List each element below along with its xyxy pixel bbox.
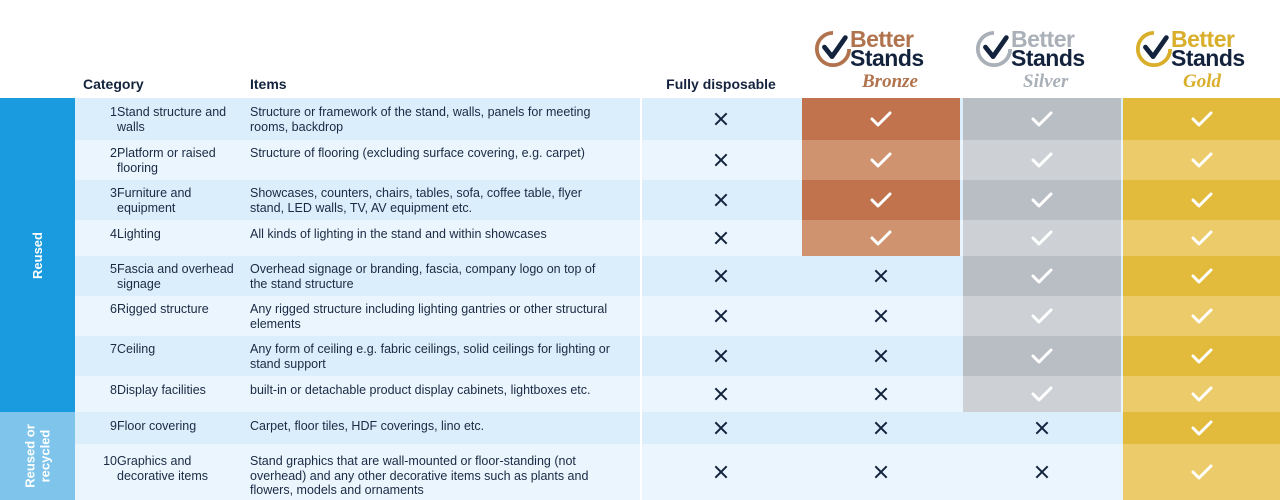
- check-icon: [1191, 463, 1213, 481]
- check-icon: [870, 151, 892, 169]
- table-row: [75, 336, 1280, 376]
- row-number: 8: [110, 383, 117, 397]
- cross-icon: [1035, 421, 1049, 435]
- cell-gold: [1123, 412, 1280, 444]
- row-items: Structure or framework of the stand, walls, panels for meeting rooms, backdrop: [250, 105, 591, 134]
- group-label-reused: [0, 98, 75, 412]
- cell-silver: [963, 98, 1121, 140]
- check-icon: [870, 110, 892, 128]
- cell-silver: [963, 444, 1121, 500]
- logo-word-better: Better: [1011, 26, 1075, 52]
- row-items: Overhead signage or branding, fascia, company logo on top of the stand structure: [250, 262, 596, 291]
- cross-icon: [874, 349, 888, 363]
- row-number: 2: [110, 146, 117, 160]
- check-icon: [1031, 347, 1053, 365]
- row-number: 10: [103, 454, 117, 468]
- table-row: [75, 98, 1280, 140]
- cell-bronze: [802, 220, 960, 256]
- check-icon: [1031, 307, 1053, 325]
- cell-fully-disposable: [642, 256, 800, 296]
- cross-icon: [714, 153, 728, 167]
- cell-bronze: [802, 256, 960, 296]
- better-stands-silver-logo: [963, 24, 1121, 94]
- table-row: [75, 220, 1280, 256]
- cell-fully-disposable: [642, 220, 800, 256]
- cross-icon: [714, 193, 728, 207]
- row-items: All kinds of lighting in the stand and within showcases: [250, 227, 547, 241]
- logo-word-better: Better: [1171, 26, 1235, 52]
- check-icon: [1191, 307, 1213, 325]
- cell-silver: [963, 376, 1121, 412]
- column-header-fully-disposable: Fully disposable: [666, 76, 776, 92]
- cell-bronze: [802, 376, 960, 412]
- cross-icon: [714, 269, 728, 283]
- group-label-reused-text: Reused: [30, 231, 45, 279]
- row-number: 9: [110, 419, 117, 433]
- cell-fully-disposable: [642, 336, 800, 376]
- check-icon: [1191, 385, 1213, 403]
- cell-fully-disposable: [642, 98, 800, 140]
- row-number: 3: [110, 186, 117, 200]
- row-items: Stand graphics that are wall-mounted or floor-standing (not overhead) and any other decorative items such as plants and flowers, models and ornaments: [250, 454, 589, 497]
- cell-fully-disposable: [642, 444, 800, 500]
- row-items: Structure of flooring (excluding surface covering, e.g. carpet): [250, 146, 585, 160]
- table-row: [75, 140, 1280, 180]
- cell-bronze: [802, 296, 960, 336]
- check-icon: [870, 191, 892, 209]
- cell-gold: [1123, 376, 1280, 412]
- cross-icon: [874, 465, 888, 479]
- column-header-category: Category: [83, 76, 144, 92]
- logo-word-stands: Stands: [850, 45, 924, 71]
- cell-bronze: [802, 180, 960, 220]
- row-items: Any form of ceiling e.g. fabric ceilings, solid ceilings for lighting or stand support: [250, 342, 610, 371]
- row-category: Lighting: [117, 227, 161, 241]
- cross-icon: [714, 309, 728, 323]
- cell-silver: [963, 412, 1121, 444]
- check-icon: [1191, 191, 1213, 209]
- cell-fully-disposable: [642, 296, 800, 336]
- group-label-reused-or-recycled: [0, 412, 75, 500]
- cell-fully-disposable: [642, 412, 800, 444]
- check-icon: [870, 229, 892, 247]
- cross-icon: [714, 421, 728, 435]
- row-items: Carpet, floor tiles, HDF coverings, lino etc.: [250, 419, 485, 433]
- check-icon: [1191, 347, 1213, 365]
- group-label-reused-or-recycled-text: Reused or recycled: [22, 424, 53, 488]
- row-category: Graphics and decorative items: [117, 454, 209, 483]
- row-number: 4: [110, 227, 117, 241]
- table-row: [75, 412, 1280, 444]
- cross-icon: [714, 387, 728, 401]
- cell-bronze: [802, 336, 960, 376]
- check-icon: [1031, 110, 1053, 128]
- row-category: Display facilities: [117, 383, 206, 397]
- logo-tier-gold: Gold: [1183, 71, 1221, 92]
- cell-gold: [1123, 220, 1280, 256]
- logo-word-better: Better: [850, 26, 914, 52]
- better-stands-silver-logo-icon: [975, 30, 1013, 68]
- cross-icon: [874, 387, 888, 401]
- check-icon: [1031, 151, 1053, 169]
- cell-fully-disposable: [642, 140, 800, 180]
- cross-icon: [1035, 465, 1049, 479]
- row-number: 7: [110, 342, 117, 356]
- row-category: Furniture and equipment: [117, 186, 192, 215]
- logo-tier-silver: Silver: [1023, 71, 1069, 92]
- cell-fully-disposable: [642, 376, 800, 412]
- cell-silver: [963, 220, 1121, 256]
- cell-gold: [1123, 256, 1280, 296]
- logo-tier-bronze: Bronze: [862, 71, 918, 92]
- check-icon: [1191, 419, 1213, 437]
- cell-bronze: [802, 444, 960, 500]
- row-category: Floor covering: [117, 419, 197, 433]
- cell-fully-disposable: [642, 180, 800, 220]
- cell-silver: [963, 296, 1121, 336]
- table-row: [75, 444, 1280, 500]
- cell-gold: [1123, 444, 1280, 500]
- cell-gold: [1123, 296, 1280, 336]
- cross-icon: [874, 309, 888, 323]
- better-stands-bronze-logo-icon: [814, 30, 852, 68]
- row-items: built-in or detachable product display cabinets, lightboxes etc.: [250, 383, 591, 397]
- logo-word-stands: Stands: [1011, 45, 1085, 71]
- check-icon: [1191, 267, 1213, 285]
- column-header-items: Items: [250, 76, 287, 92]
- check-icon: [1031, 267, 1053, 285]
- better-stands-gold-logo: [1123, 24, 1280, 94]
- cross-icon: [874, 269, 888, 283]
- check-icon: [1031, 191, 1053, 209]
- better-stands-bronze-logo: [802, 24, 960, 94]
- check-icon: [1191, 229, 1213, 247]
- row-number: 1: [110, 105, 117, 119]
- cross-icon: [714, 231, 728, 245]
- table-row: [75, 256, 1280, 296]
- cell-silver: [963, 256, 1121, 296]
- cross-icon: [714, 465, 728, 479]
- table-row: [75, 376, 1280, 412]
- cross-icon: [714, 349, 728, 363]
- cell-silver: [963, 180, 1121, 220]
- row-items: Any rigged structure including lighting gantries or other structural elements: [250, 302, 608, 331]
- cell-bronze: [802, 140, 960, 180]
- row-number: 6: [110, 302, 117, 316]
- cell-gold: [1123, 98, 1280, 140]
- row-items: Showcases, counters, chairs, tables, sofa, coffee table, flyer stand, LED walls, TV, AV equipment etc.: [250, 186, 582, 215]
- table-row: [75, 296, 1280, 336]
- row-category: Stand structure and walls: [117, 105, 227, 134]
- check-icon: [1031, 385, 1053, 403]
- cell-bronze: [802, 412, 960, 444]
- cross-icon: [874, 421, 888, 435]
- row-category: Platform or raised flooring: [117, 146, 216, 175]
- row-category: Ceiling: [117, 342, 156, 356]
- check-icon: [1031, 229, 1053, 247]
- logo-word-stands: Stands: [1171, 45, 1245, 71]
- check-icon: [1191, 151, 1213, 169]
- cell-gold: [1123, 336, 1280, 376]
- cell-silver: [963, 140, 1121, 180]
- table-row: [75, 180, 1280, 220]
- cross-icon: [714, 112, 728, 126]
- cell-gold: [1123, 140, 1280, 180]
- check-icon: [1191, 110, 1213, 128]
- row-number: 5: [110, 262, 117, 276]
- cell-bronze: [802, 98, 960, 140]
- row-category: Fascia and overhead signage: [117, 262, 234, 291]
- cell-gold: [1123, 180, 1280, 220]
- better-stands-gold-logo-icon: [1135, 30, 1173, 68]
- row-category: Rigged structure: [117, 302, 209, 316]
- cell-silver: [963, 336, 1121, 376]
